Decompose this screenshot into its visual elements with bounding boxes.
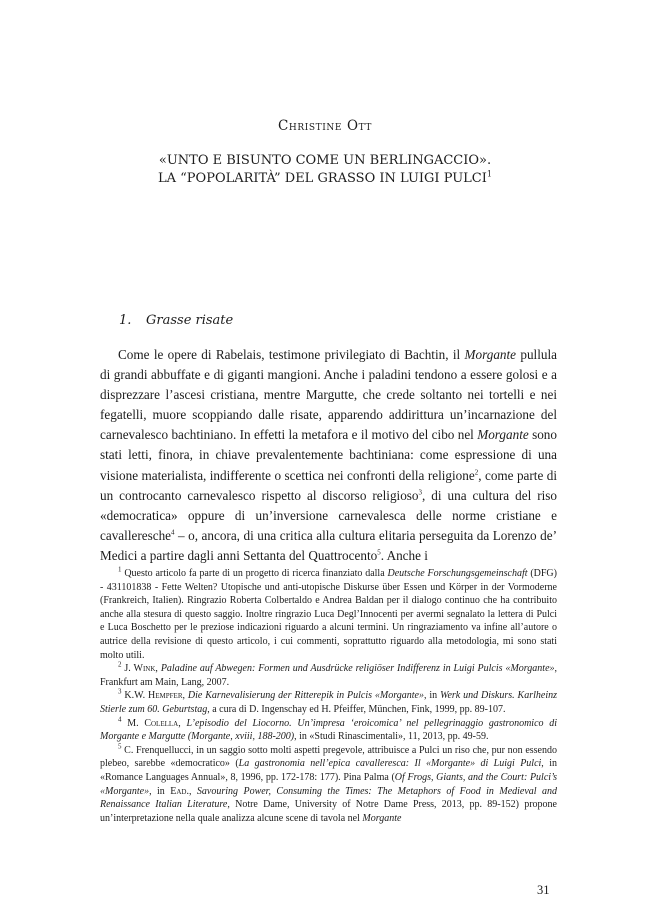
footnotes: [100, 567, 557, 825]
title-line-2: LA “POPOLARITÀ” DEL GRASSO IN LUIGI PULCI: [158, 171, 487, 186]
author-name: Christine Ott: [277, 118, 372, 134]
note-ref-2[interactable]: 2: [474, 468, 479, 477]
footnote-2: $^2$ J. Wink, Paladine auf Abwegen: Formen und Ausdrücke religiöser Indifferenz in Luigi Pulcis «Morgante», Frankfurt am Main, Lang, 2007.: [100, 660, 558, 688]
page-number: 31: [537, 883, 550, 897]
footnote-3: $^3$ K.W. Hempfer, Die Karnevalisierung der Ritterepik in Pulcis «Morgante», in Werk und Diskurs. Karlheinz Stierle zum 60. Geburtstag, a cura di D. Ingenschay ed H. Pfeiffer, München, Fink, 1999, pp. 89-107.: [100, 688, 558, 715]
section-title: Grasse risate: [146, 313, 234, 328]
section-heading: [119, 313, 233, 328]
footnote-5: $^5$ C. Frenquellucci, in un saggio sotto molti aspetti pregevole, attribuisce a Pulci un riso che, pur non essendo plebeo, sarebbe «democratico» (La gastronomia nell’epica cavalleresca: Il «Morgante» di Luigi Pulci, in «Romance Languages Annual», 8, 1996, pp. 172-178: 177). Pina Palma (Of Frogs, Giants, and the Court: Pulci’s «Morgante», in Ead., Savouring Power, Consuming the Times: The Metaphors of Food in Medieval and Renaissance Italian Literature, Notre Dame, University of Notre Dame Press, 2013, pp. 89-152) propone un’interpretazione nella quale analizza alcune scene di tavola nel Morgante: [100, 742, 558, 824]
footnote-1: $^1$ Questo articolo fa parte di un progetto di ricerca finanziato dalla Deutsche Forschungsgemeinschaft (DFG) - 431101838 - Fette Welten? Utopische und anti-utopische Diskurse über Essen und Körper in der Vormoderne (Frankreich, Italien). Ringrazio Roberta Colbertaldo e Andrea Baldan per il dialogo continuo che ha contribuito anche alla stesura di questo saggio. Inoltre ringrazio Luca Degl’Innocenti per avermi segnalato la lettera di Pulci e Luca Boschetto per le preziose indicazioni riguardo a alcuni termini. Un ringraziamento va infine all’autore o autrice della revisione di questo articolo, i cui commenti, soprattutto riguardo alla metodologia, mi sono stati molto utili.: [100, 565, 557, 661]
note-ref-3[interactable]: 3: [418, 488, 423, 497]
footnote-4: $^4$ M. Colella, L’episodio del Liocorno. Un’impresa ‘eroicomica’ nel pellegrinaggio gastronomico di Morgante e Margutte (Morgante, xviii, 188-200), in «Studi Rinascimentali», 11, 2013, pp. 49-59.: [100, 715, 558, 743]
body-paragraph: Come le opere di Rabelais, testimone privilegiato di Bachtin, il Morgante pullula di grandi abbuffate e di giganti mangioni. Anche i paladini tendono a essere golosi e a disprezzare l’ascesi cristiana, mentre Margutte, che crede soltanto nei tortelli e nei fegatelli, muore scoppiando dalle risate, apparendo addirittura un’incarnazione del carnevalesco bachtiniano. In effetti la metafora e il motivo del cibo nel Morgante sono stati letti, finora, in chiave prevalentemente bachtiniana: come espressione di una visione materialista, indifferente o scettica nei confronti della religione$^2$, come parte di un controcanto carnevalesco rispetto al discorso religioso$^3$, di una cultura del riso «democratica» oppure di un’inversione carnevalesca delle norme cristiane e cavalleresche$^4$ – o, ancora, di una critica alla cultura elitaria perseguita da Lorenzo de’ Medici a partire dagli anni Settanta del Quattrocento$^5$. Anche i: [100, 347, 558, 563]
title-note-ref[interactable]: 1: [486, 169, 492, 179]
title-line-1: «UNTO E BISUNTO COME UN BERLINGACCIO».: [158, 153, 492, 168]
article-title: [0, 152, 650, 188]
note-ref-4[interactable]: 4: [171, 528, 175, 537]
section-number: 1.: [119, 313, 132, 328]
note-ref-5[interactable]: 5: [377, 548, 381, 557]
